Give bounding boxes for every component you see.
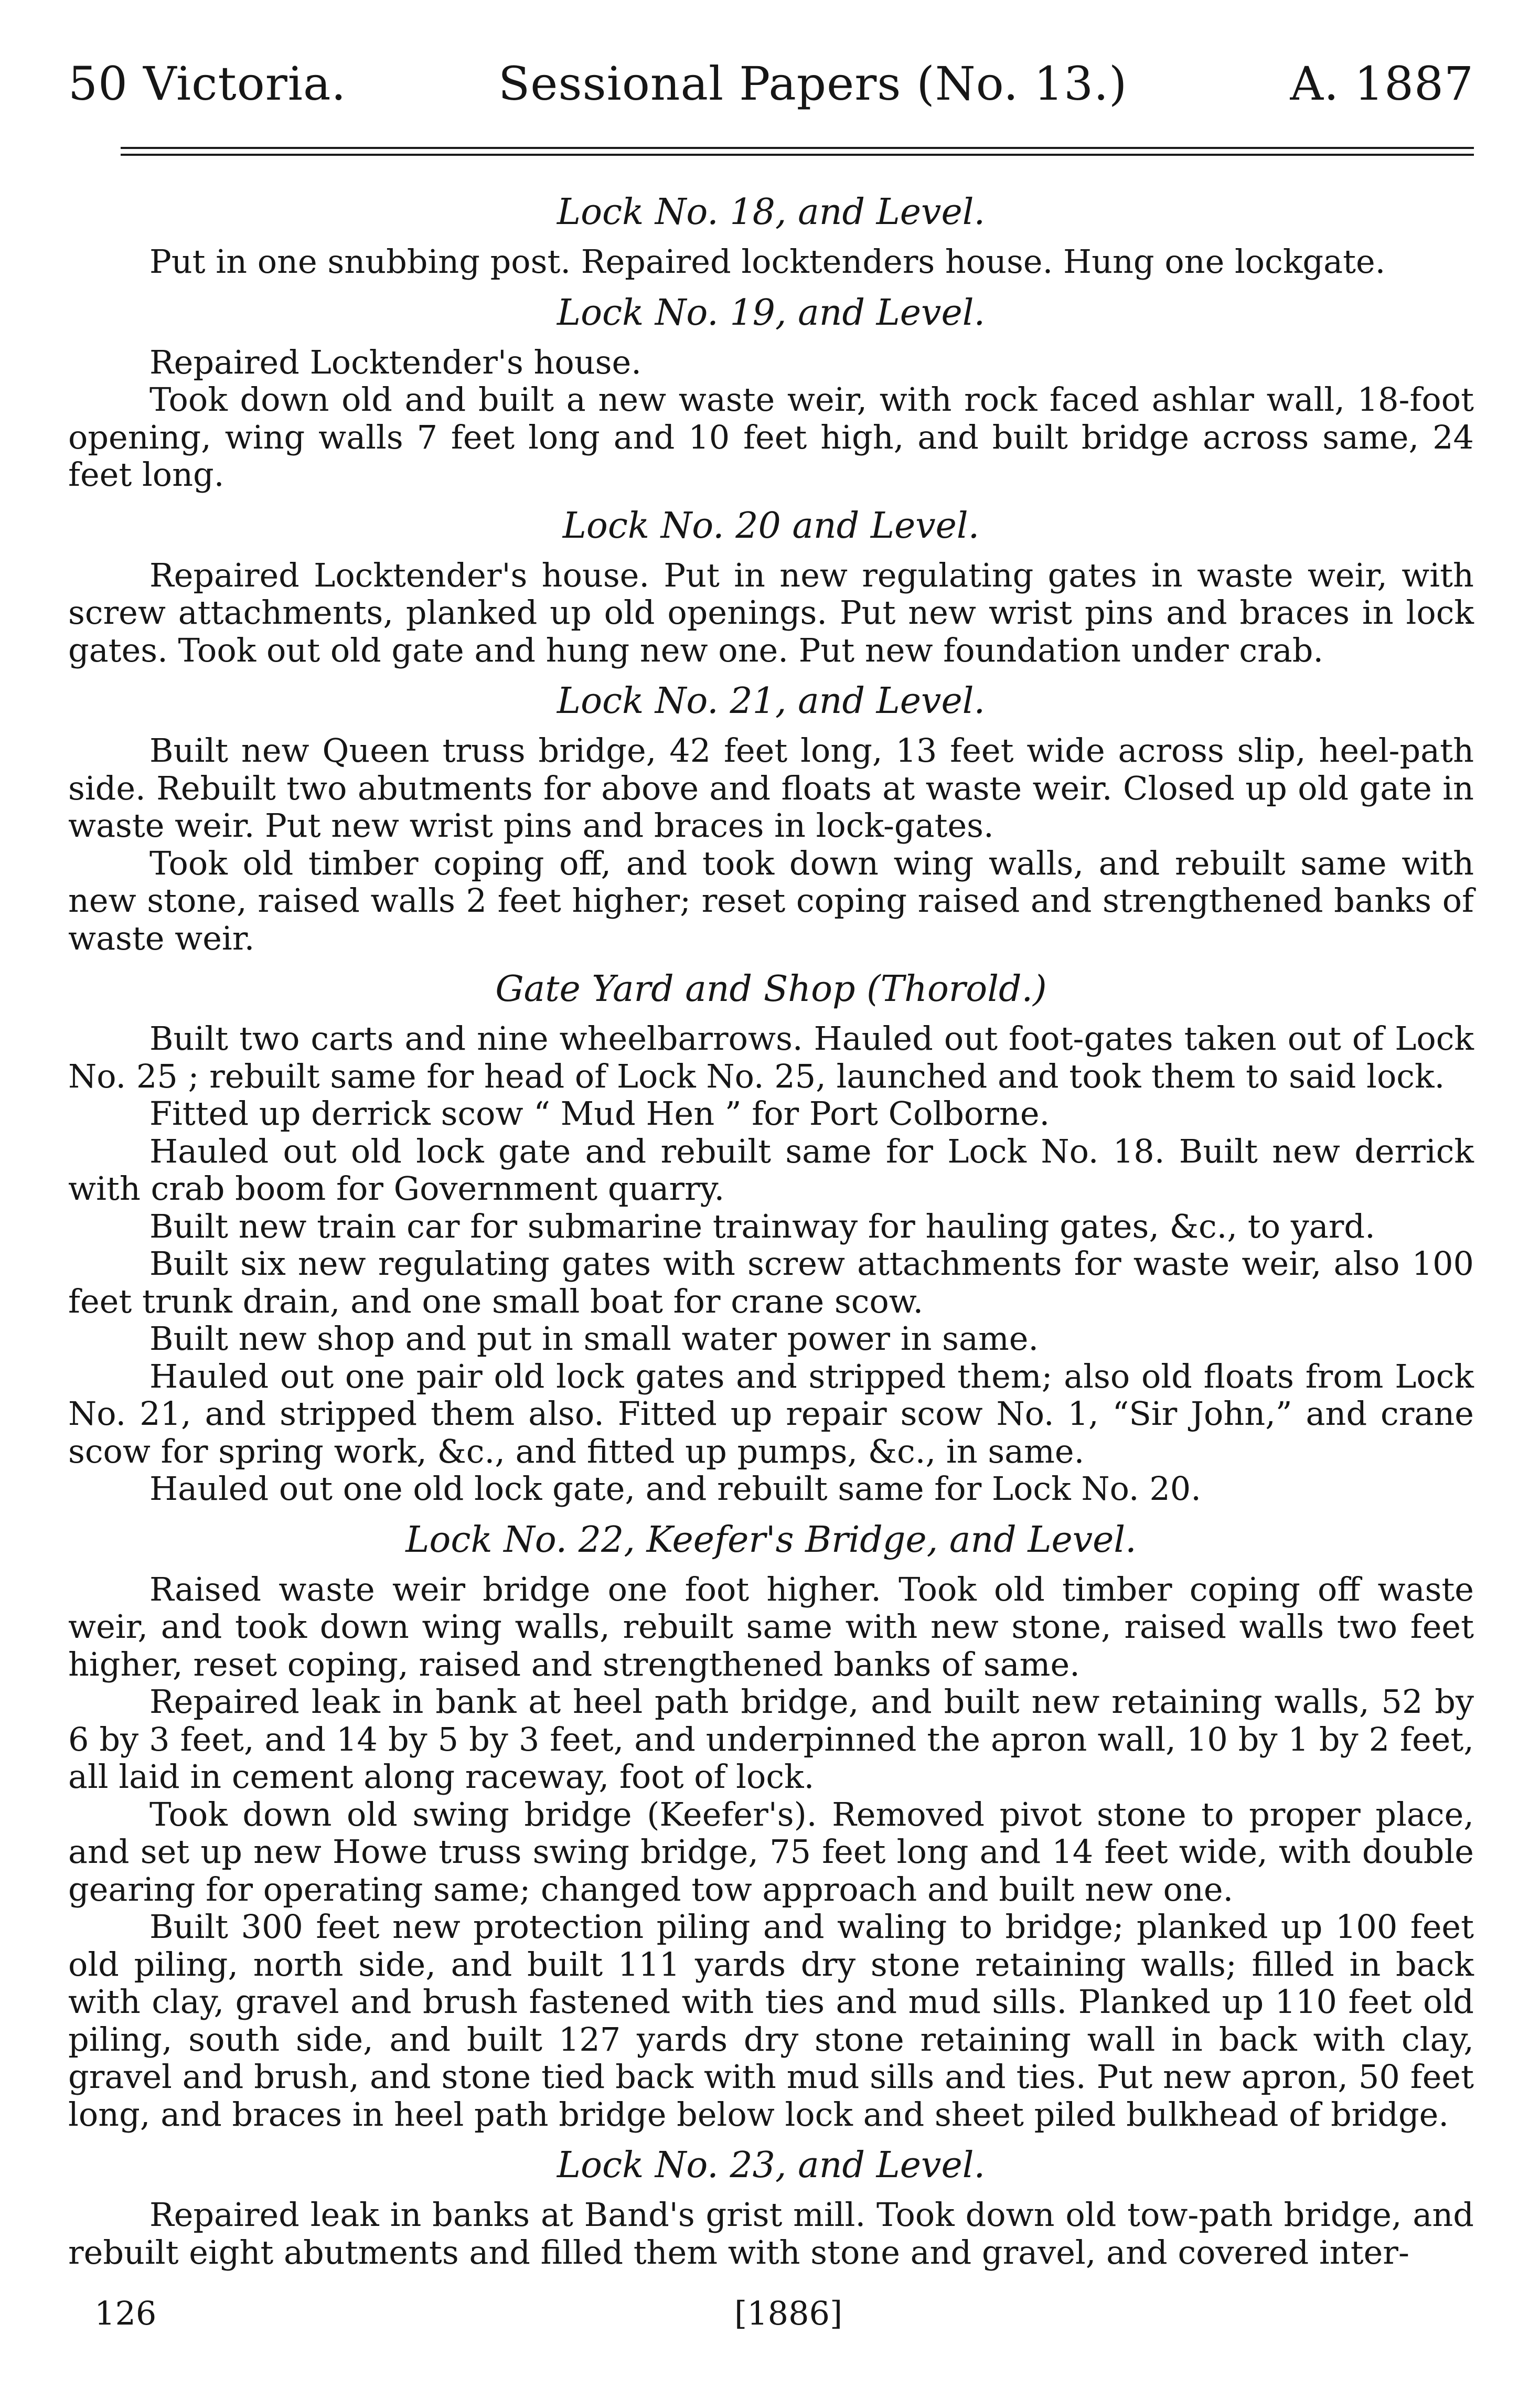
section-paragraph: Repaired leak in bank at heel path bridge, and built new retaining walls, 52 by 6 by 3 feet, and 14 by 5 by 3 feet, and underpinned the apron wall, 10 by 1 by 2 feet, all laid in cement along raceway, foot of lock. bbox=[68, 1682, 1474, 1796]
section-paragraph: Built new shop and put in small water power in same. bbox=[149, 1319, 1039, 1358]
header-double-rule bbox=[68, 147, 1474, 156]
section-heading: Lock No. 18, and Level. bbox=[557, 191, 986, 233]
section-paragraph: Built new train car for submarine trainway for hauling gates, &c., to yard. bbox=[149, 1207, 1375, 1245]
section-heading: Lock No. 20 and Level. bbox=[562, 505, 980, 547]
section-heading: Gate Yard and Shop (Thorold.) bbox=[495, 968, 1047, 1010]
section-paragraph: Built 300 feet new protection piling and waling to bridge; planked up 100 feet old piling, north side, and built 111 yards dry stone retaining walls; filled in back with clay, gravel and brush fastened with ties and mud sills. Planked up 110 feet old piling, south side, and built 127 yards dry stone retaining wall in back with clay, gravel and brush, and stone tied back with mud sills and ties. Put new apron, 50 feet long, and braces in heel path bridge below lock and sheet piled bulkhead of bridge. bbox=[68, 1907, 1474, 2134]
document-page bbox=[68, 47, 1474, 2271]
section-paragraph: Took old timber coping off, and took down wing walls, and rebuilt same with new stone, raised walls 2 feet higher; reset coping raised and strengthened banks of waste weir. bbox=[68, 844, 1474, 957]
section-heading: Lock No. 22, Keefer's Bridge, and Level. bbox=[405, 1519, 1137, 1561]
header-rule-bottom bbox=[121, 154, 1474, 156]
section-paragraph: Built six new regulating gates with screw attachments for waste weir, also 100 feet trunk drain, and one small boat for crane scow. bbox=[68, 1244, 1474, 1320]
section-paragraph: Built new Queen truss bridge, 42 feet long, 13 feet wide across slip, heel-path side. Rebuilt two abutments for above and floats at waste weir. Closed up old gate in waste weir. Put new wrist pins and braces in lock-gates. bbox=[68, 731, 1474, 845]
section-heading: Lock No. 19, and Level. bbox=[557, 292, 986, 334]
section-paragraph: Repaired leak in banks at Band's grist mill. Took down old tow-path bridge, and rebuilt eight abutments and filled them with stone and gravel, and covered inter- bbox=[68, 2195, 1474, 2272]
section-paragraph: Repaired Locktender's house. bbox=[149, 343, 641, 381]
section-paragraph: Put in one snubbing post. Repaired locktenders house. Hung one lockgate. bbox=[149, 242, 1386, 281]
section-paragraph: Hauled out one old lock gate, and rebuilt same for Lock No. 20. bbox=[149, 1469, 1201, 1508]
page-number: 126 bbox=[94, 2294, 157, 2332]
section-paragraph: Repaired Locktender's house. Put in new regulating gates in waste weir, with screw attachments, planked up old openings. Put new wrist pins and braces in lock gates. Took out old gate and hung new one. Put new foundation under crab. bbox=[68, 556, 1474, 669]
section-paragraph: Built two carts and nine wheelbarrows. Hauled out foot-gates taken out of Lock No. 25 ; rebuilt same for head of Lock No. 25, launched and took them to said lock. bbox=[68, 1019, 1474, 1095]
header-victoria: 50 Victoria. bbox=[68, 57, 347, 111]
header-sessional-papers: Sessional Papers (No. 13.) bbox=[498, 57, 1128, 111]
header-rule-top bbox=[121, 147, 1474, 149]
section-paragraph: Hauled out old lock gate and rebuilt same for Lock No. 18. Built new derrick with crab boom for Government quarry. bbox=[68, 1132, 1474, 1208]
section-paragraph: Fitted up derrick scow “ Mud Hen ” for Port Colborne. bbox=[149, 1094, 1050, 1133]
section-paragraph: Took down old and built a new waste weir, with rock faced ashlar wall, 18-foot opening, wing walls 7 feet long and 10 feet high, and built bridge across same, 24 feet long. bbox=[68, 380, 1474, 494]
section-paragraph: Raised waste weir bridge one foot higher. Took old timber coping off waste weir, and took down wing walls, rebuilt same with new stone, raised walls two feet higher, reset coping, raised and strengthened banks of same. bbox=[68, 1570, 1474, 1683]
running-header bbox=[68, 47, 1474, 121]
body-content bbox=[68, 187, 1474, 2271]
section-paragraph: Took down old swing bridge (Keefer's). Removed pivot stone to proper place, and set up new Howe truss swing bridge, 75 feet long and 14 feet wide, with double gearing for operating same; changed tow approach and built new one. bbox=[68, 1795, 1474, 1909]
section-paragraph: Hauled out one pair old lock gates and stripped them; also old floats from Lock No. 21, and stripped them also. Fitted up repair scow No. 1, “Sir John,” and crane scow for spring work, &c., and fitted up pumps, &c., in same. bbox=[68, 1357, 1474, 1470]
section-heading: Lock No. 21, and Level. bbox=[557, 680, 986, 722]
section-heading: Lock No. 23, and Level. bbox=[557, 2145, 986, 2186]
footer-year: [1886] bbox=[734, 2294, 843, 2332]
header-year: A. 1887 bbox=[1290, 57, 1474, 111]
